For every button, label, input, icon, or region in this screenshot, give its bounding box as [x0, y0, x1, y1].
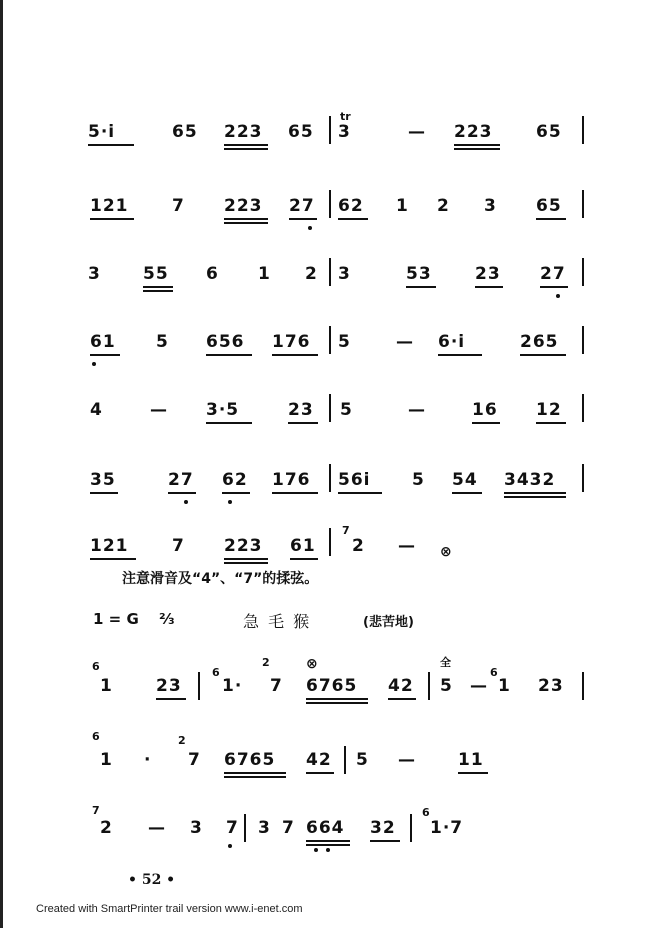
- underline: [536, 422, 566, 424]
- dash: —: [150, 400, 168, 420]
- underline: [206, 354, 252, 356]
- underline: [520, 354, 566, 356]
- underline: [224, 144, 268, 146]
- note-group: 27: [168, 470, 194, 490]
- note-group: 1: [498, 676, 511, 696]
- bar-line: [582, 464, 584, 492]
- underline: [224, 772, 286, 774]
- segno-mark: ⊗: [306, 656, 318, 672]
- note-group: 65: [172, 122, 198, 142]
- octave-dot: [228, 844, 232, 848]
- bar-line: [329, 326, 331, 354]
- note-group: 7: [172, 536, 185, 556]
- note-group: 223: [224, 196, 263, 216]
- underline: [288, 422, 318, 424]
- note-group: 1·: [222, 676, 243, 696]
- note-group: 5·i: [88, 122, 116, 142]
- bar-line: [198, 672, 200, 700]
- note-group: 23: [538, 676, 564, 696]
- time-signature: ⅔: [159, 610, 175, 628]
- underline: [306, 772, 334, 774]
- note-group: 42: [388, 676, 414, 696]
- octave-dot: [556, 294, 560, 298]
- underline: [338, 492, 382, 494]
- note-group: 5: [156, 332, 169, 352]
- note-group: 2: [437, 196, 450, 216]
- note-group: 3: [484, 196, 497, 216]
- underline: [536, 218, 566, 220]
- fermata-label: 全: [440, 656, 451, 669]
- dash: —: [396, 332, 414, 352]
- segno-mark: ⊗: [440, 544, 452, 560]
- staff-row-6: [0, 458, 656, 518]
- underline: [306, 844, 350, 846]
- note-group: 3: [338, 122, 351, 142]
- underline: [290, 558, 318, 560]
- note-group: 42: [306, 750, 332, 770]
- note-group: 23: [288, 400, 314, 420]
- note-group: 121: [90, 536, 129, 556]
- underline: [388, 698, 416, 700]
- note-group: 6765: [306, 676, 358, 696]
- underline: [438, 354, 482, 356]
- note-group: 56i: [338, 470, 371, 490]
- note-group: 656: [206, 332, 245, 352]
- note-group: 2: [305, 264, 318, 284]
- underline: [224, 558, 268, 560]
- note-group: 5: [412, 470, 425, 490]
- note-group: 2: [100, 818, 113, 838]
- note-group: 61: [290, 536, 316, 556]
- note-group: 7: [270, 676, 283, 696]
- note-group: 3: [338, 264, 351, 284]
- bar-line: [428, 672, 430, 700]
- grace-note: 6: [212, 666, 220, 679]
- grace-note: 6: [92, 730, 100, 743]
- underline: [452, 492, 482, 494]
- underline: [222, 492, 250, 494]
- note-group: 1: [100, 676, 113, 696]
- note-group: 3·5: [206, 400, 240, 420]
- note-group: 62: [222, 470, 248, 490]
- note-group: 53: [406, 264, 432, 284]
- note-group: 7: [188, 750, 201, 770]
- note-group: 5: [340, 400, 353, 420]
- underline: [540, 286, 568, 288]
- underline: [224, 218, 268, 220]
- performance-note: 注意滑音及“4”、“7”的揉弦。: [122, 571, 319, 587]
- bar-line: [582, 394, 584, 422]
- bar-line: [582, 258, 584, 286]
- note-group: 176: [272, 332, 311, 352]
- note-group: ·: [144, 750, 152, 770]
- note-group: 1: [100, 750, 113, 770]
- underline: [458, 772, 488, 774]
- note-group: 3432: [504, 470, 556, 490]
- piece-header: [93, 610, 613, 632]
- dash: —: [470, 676, 488, 696]
- underline: [90, 218, 134, 220]
- piece-subtitle: (悲苦地): [363, 615, 414, 630]
- bar-line: [582, 326, 584, 354]
- bar-line: [329, 116, 331, 144]
- note-group: 265: [520, 332, 559, 352]
- dash: —: [398, 536, 416, 556]
- underline: [224, 222, 268, 224]
- note-group: 1: [396, 196, 409, 216]
- note-group: 23: [475, 264, 501, 284]
- note-group: 54: [452, 470, 478, 490]
- note-group: 12: [536, 400, 562, 420]
- bar-line: [244, 814, 246, 842]
- note-group: 4: [90, 400, 103, 420]
- dash: —: [148, 818, 166, 838]
- note-group: 11: [458, 750, 484, 770]
- octave-dot: [326, 848, 330, 852]
- octave-dot: [184, 500, 188, 504]
- note-group: 27: [289, 196, 315, 216]
- note-group: 223: [224, 122, 263, 142]
- underline: [206, 422, 252, 424]
- note-group: 3: [88, 264, 101, 284]
- note-group: 61: [90, 332, 116, 352]
- grace-note: 2: [178, 734, 186, 747]
- underline: [472, 422, 500, 424]
- note-group: 16: [472, 400, 498, 420]
- underline: [143, 290, 173, 292]
- underline: [406, 286, 436, 288]
- note-group: 5: [440, 676, 453, 696]
- bar-line: [329, 394, 331, 422]
- note-group: 65: [288, 122, 314, 142]
- octave-dot: [228, 500, 232, 504]
- bar-line: [410, 814, 412, 842]
- note-group: 1: [258, 264, 271, 284]
- underline: [272, 492, 318, 494]
- underline: [90, 492, 118, 494]
- underline: [224, 562, 268, 564]
- underline: [454, 148, 500, 150]
- underline: [90, 558, 136, 560]
- octave-dot: [308, 226, 312, 230]
- staff-row-4: [0, 318, 656, 378]
- underline: [338, 218, 368, 220]
- underline: [289, 218, 317, 220]
- underline: [370, 840, 400, 842]
- bar-line: [582, 190, 584, 218]
- note-group: 6·i: [438, 332, 466, 352]
- note-group: 65: [536, 196, 562, 216]
- grace-note: 6: [422, 806, 430, 819]
- underline: [156, 698, 186, 700]
- note-group: 3: [190, 818, 203, 838]
- trill-mark: tr: [340, 110, 351, 123]
- bar-line: [329, 258, 331, 286]
- note-group: 5: [356, 750, 369, 770]
- note-group: 32: [370, 818, 396, 838]
- grace-note: 6: [92, 660, 100, 673]
- underline: [306, 698, 368, 700]
- note-group: 7: [282, 818, 295, 838]
- underline: [504, 492, 566, 494]
- underline: [454, 144, 500, 146]
- underline: [475, 286, 503, 288]
- bar-line: [582, 672, 584, 700]
- note-group: 6: [206, 264, 219, 284]
- grace-note: 7: [92, 804, 100, 817]
- note-group: 223: [224, 536, 263, 556]
- staff-row-3: [0, 250, 656, 310]
- underline: [306, 840, 350, 842]
- underline: [504, 496, 566, 498]
- grace-note: 6: [490, 666, 498, 679]
- bar-line: [582, 116, 584, 144]
- note-group: 27: [540, 264, 566, 284]
- underline: [306, 702, 368, 704]
- dash: —: [408, 400, 426, 420]
- key-signature: 1 = G: [93, 610, 139, 628]
- note-group: 2: [352, 536, 365, 556]
- note-group: 176: [272, 470, 311, 490]
- bar-line: [329, 528, 331, 556]
- bar-line: [329, 190, 331, 218]
- octave-dot: [92, 362, 96, 366]
- bar-line: [344, 746, 346, 774]
- underline: [168, 492, 196, 494]
- note-group: 121: [90, 196, 129, 216]
- staff-row-7: [0, 524, 656, 584]
- note-group: 62: [338, 196, 364, 216]
- staff-row-5: [0, 386, 656, 446]
- grace-note: 2: [262, 656, 270, 669]
- note-group: 7: [226, 818, 239, 838]
- staff-row-1: [0, 110, 656, 170]
- staff-row-2: [0, 182, 656, 242]
- underline: [88, 144, 134, 146]
- octave-dot: [314, 848, 318, 852]
- note-group: 7: [172, 196, 185, 216]
- note-group: 3: [258, 818, 271, 838]
- page-number: • 52 •: [128, 872, 176, 888]
- footer-watermark: Created with SmartPrinter trail version www.i-enet.com: [36, 903, 303, 915]
- staff-row-8: [0, 652, 656, 712]
- staff-row-9: [0, 728, 656, 788]
- note-group: 23: [156, 676, 182, 696]
- staff-row-10: [0, 798, 656, 858]
- underline: [224, 776, 286, 778]
- note-group: 664: [306, 818, 345, 838]
- note-group: 223: [454, 122, 493, 142]
- note-group: 35: [90, 470, 116, 490]
- note-group: 65: [536, 122, 562, 142]
- note-group: 5: [338, 332, 351, 352]
- note-group: 6765: [224, 750, 276, 770]
- underline: [272, 354, 318, 356]
- dash: —: [408, 122, 426, 142]
- underline: [90, 354, 120, 356]
- note-group: 1·7: [430, 818, 464, 838]
- note-group: 55: [143, 264, 169, 284]
- grace-note: 7: [342, 524, 350, 537]
- bar-line: [329, 464, 331, 492]
- dash: —: [398, 750, 416, 770]
- underline: [224, 148, 268, 150]
- underline: [143, 286, 173, 288]
- piece-title: 急 毛 猴: [243, 612, 312, 631]
